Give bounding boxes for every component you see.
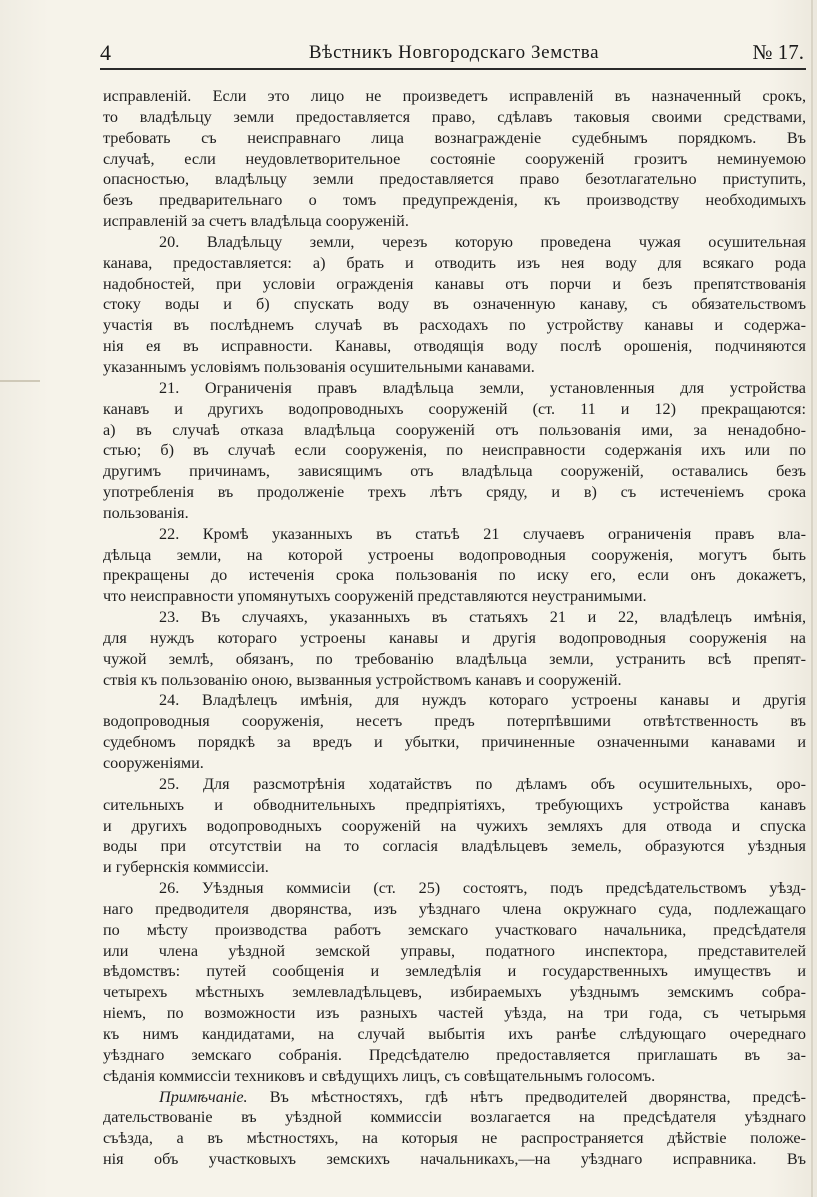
text-line: 23. Въ случаяхъ, указанныхъ въ статьяхъ 21 и 22, владѣлецъ имѣнія, bbox=[159, 608, 806, 627]
text-line: 25. Для разсмотрѣнія ходатайствъ по дѣламъ объ осушительныхъ, оро- bbox=[159, 774, 806, 793]
text-line: нія объ участковыхъ земскихъ начальникахъ,—на уѣзднаго исправника. Въ bbox=[103, 1150, 806, 1169]
text-line: ніемъ, по возможности изъ разныхъ частей уѣзда, на три года, съ четырьмя bbox=[103, 1004, 806, 1023]
text-line: четырехъ мѣстныхъ землевладѣльцевъ, избираемыхъ уѣзднымъ земскимъ собра- bbox=[103, 983, 806, 1002]
text-line bbox=[103, 1087, 806, 1108]
issue-number: № 17. bbox=[752, 40, 804, 64]
text-line: и губернскія коммиссіи. bbox=[103, 858, 269, 877]
text-line: то владѣльцу земли предоставляется право, сдѣлавъ таковыя своими средствами, bbox=[103, 107, 806, 126]
running-header bbox=[100, 40, 808, 68]
text-line: 20. Владѣльцу земли, черезъ которую проведена чужая осушительная bbox=[159, 232, 806, 251]
text-line: вѣдомствъ: путей сообщенія и земледѣлія и государственныхъ имуществъ и bbox=[103, 962, 806, 981]
text-line: наго предводителя дворянства, изъ уѣзднаго члена окружнаго суда, подлежащаго bbox=[103, 899, 806, 918]
page-edge-shadow bbox=[811, 0, 813, 1197]
text-line: нія ея въ исправности. Канавы, отводящія воду послѣ орошенія, подчиняются bbox=[103, 337, 806, 356]
text-line: съѣзда, а въ мѣстностяхъ, на которыя не распространяется дѣйствіе положе- bbox=[103, 1129, 806, 1148]
text-line: 26. Уѣздныя коммисіи (ст. 25) состоятъ, подъ предсѣдательствомъ уѣзд- bbox=[159, 879, 806, 898]
text-line: случаѣ, если неудовлетворительное состояніе сооруженій грозитъ неминуемою bbox=[103, 149, 806, 168]
text-line: или члена уѣздной земской управы, податного инспектора, представителей bbox=[103, 941, 806, 960]
text-line: 21. Ограниченія правъ владѣльца земли, установленныя для устройства bbox=[159, 378, 806, 397]
text-line: что неисправности упомянутыхъ сооруженій представляются неустранимыми. bbox=[103, 587, 647, 606]
text-line: ствія къ пользованію оною, вызванныя устройствомъ канавъ и сооруженій. bbox=[103, 670, 622, 689]
text-line: дательствованіе въ уѣздной коммиссіи возлагается на предсѣдателя уѣзднаго bbox=[103, 1108, 806, 1127]
text-line: канава, предоставляется: а) брать и отводить изъ нея воду для всякаго рода bbox=[103, 253, 806, 272]
text-line: а) въ случаѣ отказа владѣльца сооруженій отъ пользованія ими, за ненадобно- bbox=[103, 420, 806, 439]
text-line: исправленій. Если это лицо не произведетъ исправленій въ назначенный срокъ, bbox=[103, 87, 806, 105]
text-line: къ нимъ кандидатами, на случай выбытія ихъ ранѣе слѣдующаго очереднаго bbox=[103, 1024, 806, 1043]
text-line: исправленій за счетъ владѣльца сооруженій. bbox=[103, 212, 409, 231]
text-line: прекращены до истеченія срока пользованія по иску его, если онъ докажетъ, bbox=[103, 566, 806, 585]
page-number: 4 bbox=[100, 40, 111, 65]
text-line: чужой землѣ, обязанъ, по требованію владѣльца земли, устранить всѣ препят- bbox=[103, 649, 806, 668]
text-line: требовать съ неисправнаго лица вознагражденіе судебнымъ порядкомъ. Въ bbox=[103, 128, 806, 147]
text-line: надобностей, при условіи огражденія канавы отъ порчи и безъ препятствованія bbox=[103, 274, 806, 293]
text-line: указаннымъ условіямъ пользованія осушительными канавами. bbox=[103, 357, 535, 376]
text-line: опасностью, владѣльцу земли предоставляется право безотлагательно приступить, bbox=[103, 170, 806, 189]
scan-margin-mark bbox=[0, 380, 40, 382]
text-line: сительныхъ и обводнительныхъ предпріятіяхъ, требующихъ устройства канавъ bbox=[103, 795, 806, 814]
note-text: Въ мѣстностяхъ, гдѣ нѣтъ предводителей дворянства, предсѣ- bbox=[247, 1087, 806, 1106]
note-label: Примѣчаніе. bbox=[159, 1087, 248, 1106]
text-line: стоку воды и б) спускать воду въ означенную канаву, съ обязательствомъ bbox=[103, 295, 806, 314]
text-line: канавъ и другихъ водопроводныхъ сооруженій (ст. 11 и 12) прекращаются: bbox=[103, 399, 806, 418]
text-line: безъ предварительнаго о томъ предупрежденія, къ производству необходимыхъ bbox=[103, 191, 806, 210]
journal-title: Вѣстникъ Новгородскаго Земства bbox=[308, 42, 600, 63]
text-line: стью; б) въ случаѣ если сооруженія, по неисправности содержанія ихъ или по bbox=[103, 441, 806, 460]
text-line: сооруженіями. bbox=[103, 754, 204, 772]
text-line: по мѣсту производства работъ земскаго участковаго начальника, предсѣдателя bbox=[103, 920, 806, 939]
text-line: участія въ послѣднемъ случаѣ въ расходахъ по устройству канавы и содержа- bbox=[103, 316, 806, 335]
text-line: судебномъ порядкѣ за вредъ и убытки, причиненные означенными канавами и bbox=[103, 733, 806, 752]
text-line: употребленія въ продолженіе трехъ лѣтъ сряду, и в) съ истеченіемъ срока bbox=[103, 483, 806, 502]
text-line: водопроводныя сооруженія, несетъ предъ потерпѣвшими отвѣтственность въ bbox=[103, 712, 806, 731]
text-line: и другихъ водопроводныхъ сооруженій на чужихъ земляхъ для отвода и спуска bbox=[103, 816, 806, 835]
text-line: для нуждъ котораго устроены канавы и другія водопроводныя сооруженія на bbox=[103, 628, 806, 647]
text-line: 24. Владѣлецъ имѣнія, для нуждъ котораго устроены канавы и другія bbox=[159, 691, 806, 710]
text-line: пользованія. bbox=[103, 503, 189, 522]
text-line: сѣданія коммиссіи техниковъ и свѣдущихъ лицъ, съ совѣщательнымъ голосомъ. bbox=[103, 1066, 656, 1085]
text-line: дѣльца земли, на которой устроены водопроводныя сооруженія, могутъ быть bbox=[103, 545, 806, 564]
text-line: 22. Кромѣ указанныхъ въ статьѣ 21 случаевъ ограниченія правъ вла- bbox=[159, 524, 806, 543]
text-line: воды при отсутствіи на то согласія владѣльцевъ земель, образуются уѣздныя bbox=[103, 837, 806, 856]
header-rule bbox=[100, 68, 806, 70]
text-line: другимъ причинамъ, зависящимъ отъ владѣльца сооруженій, оставались безъ bbox=[103, 462, 806, 481]
article-body bbox=[103, 86, 806, 1170]
text-line: уѣзднаго земскаго собранія. Предсѣдателю предоставляется приглашать въ за- bbox=[103, 1045, 806, 1064]
